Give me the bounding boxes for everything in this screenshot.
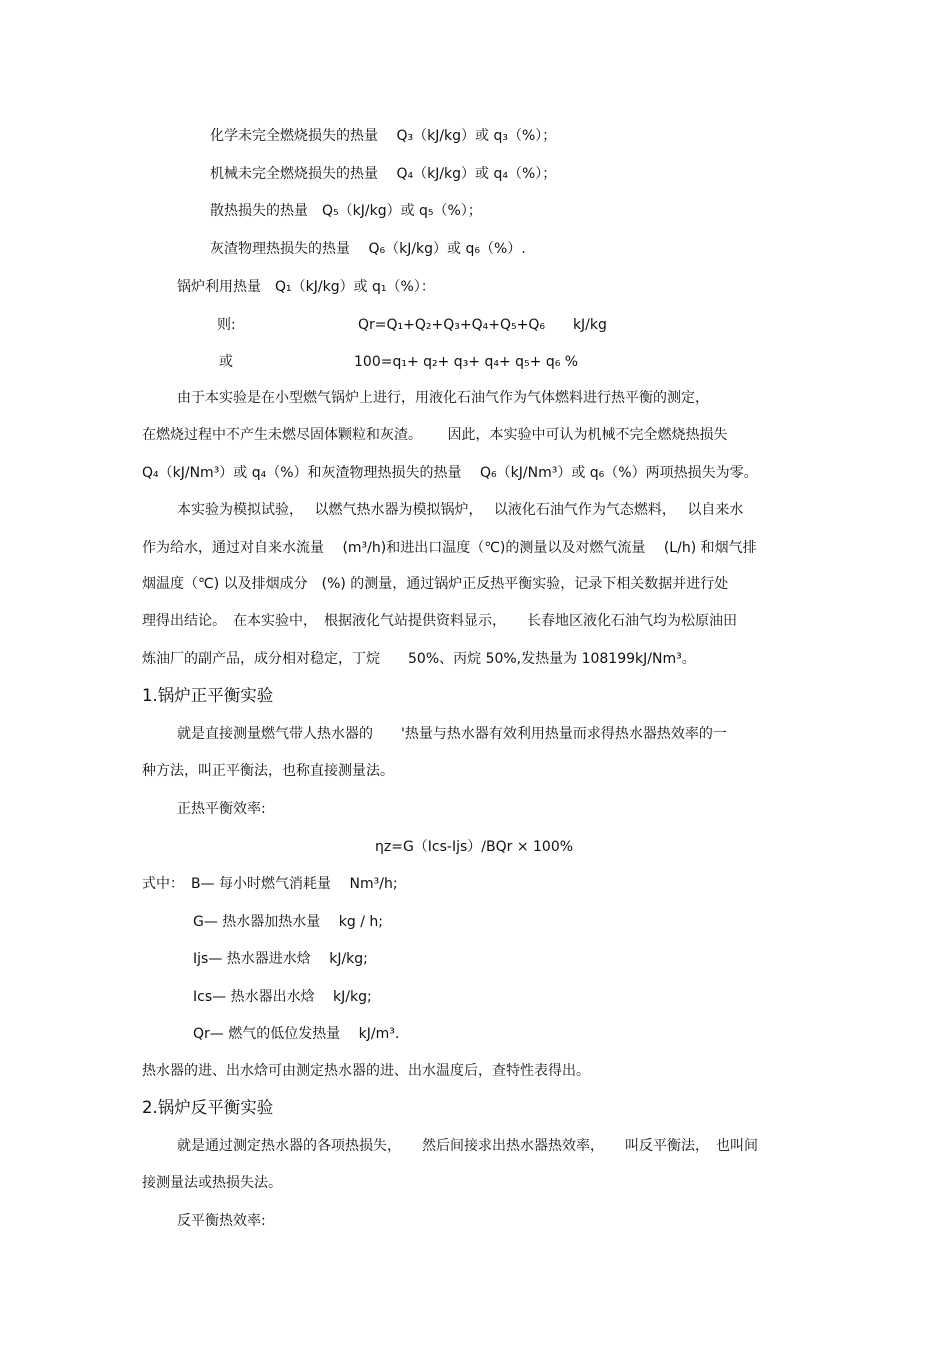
text-line: 锅炉利用热量 Q₁（kJ/kg）或 q₁（%）： (177, 279, 435, 295)
text-line: 接测量法或热损失法。 (142, 1175, 282, 1191)
formula-sum-percent: 100=q₁+ q₂+ q₃+ q₄+ q₅+ q₆ % (354, 354, 579, 370)
text-line: 式中： B— 每小时燃气消耗量 Nm³/h; (142, 876, 398, 892)
text-line: 作为给水，通过对自来水流量 (m³/h)和进出口温度（℃)的测量以及对燃气流量 (L/h) 和烟气排 (142, 540, 757, 556)
text-line: Ics— 热水器出水焓 kJ/kg; (193, 989, 372, 1005)
text-line: 散热损失的热量 Q₅（kJ/kg）或 q₅（%）； (210, 203, 482, 219)
text-line: 理得出结论。 在本实验中， 根据液化气站提供资料显示， 长春地区液化石油气均为松原油田 (142, 613, 737, 629)
formula-efficiency: ηz=G（Ics-Ijs）/BQr × 100% (375, 839, 574, 855)
text-line: 炼油厂的副产品，成分相对稳定，丁烷 50%、丙烷 50%,发热量为 108199kJ/Nm³。 (142, 651, 696, 667)
text-line: 就是通过测定热水器的各项热损失， 然后间接求出热水器热效率， 叫反平衡法， 也叫间 (177, 1138, 758, 1154)
text-line: Ijs— 热水器进水焓 kJ/kg; (193, 951, 368, 967)
text-line: 本实验为模拟试验， 以燃气热水器为模拟锅炉， 以液化石油气作为气态燃料， 以自来水 (177, 502, 744, 518)
text-line: 就是直接测量燃气带人热水器的 '热量与热水器有效利用热量而求得热水器热效率的一 (177, 726, 727, 742)
text-line: Qr— 燃气的低位发热量 kJ/m³. (193, 1026, 400, 1042)
text-line: 热水器的进、出水焓可由测定热水器的进、出水温度后，查特性表得出。 (142, 1063, 590, 1079)
text-line: 或 (219, 354, 233, 370)
text-line: 则: (217, 317, 236, 333)
section-heading: 2.锅炉反平衡实验 (142, 1098, 274, 1117)
text-line: 灰渣物理热损失的热量 Q₆（kJ/kg）或 q₆（%）. (210, 241, 526, 257)
text-line: 正热平衡效率: (177, 801, 266, 817)
text-line: 机械未完全燃烧损失的热量 Q₄（kJ/kg）或 q₄（%）； (210, 166, 557, 182)
text-line: 化学未完全燃烧损失的热量 Q₃（kJ/kg）或 q₃（%）； (210, 128, 557, 144)
text-line: 烟温度（℃) 以及排烟成分 (%) 的测量，通过锅炉正反热平衡实验，记录下相关数据并进行处 (142, 576, 729, 592)
text-line: 由于本实验是在小型燃气锅炉上进行，用液化石油气作为气体燃料进行热平衡的测定， (177, 390, 709, 406)
text-line: 反平衡热效率: (177, 1213, 266, 1229)
section-heading: 1.锅炉正平衡实验 (142, 686, 274, 705)
formula-sum-heat: Qr=Q₁+Q₂+Q₃+Q₄+Q₅+Q₆ kJ/kg (358, 317, 607, 333)
text-line: 在燃烧过程中不产生未燃尽固体颗粒和灰渣。 因此，本实验中可认为机械不完全燃烧热损失 (142, 427, 728, 443)
text-line: 种方法，叫正平衡法，也称直接测量法。 (142, 763, 394, 779)
text-line: Q₄（kJ/Nm³）或 q₄（%）和灰渣物理热损失的热量 Q₆（kJ/Nm³）或 q₆（%）两项热损失为零。 (142, 465, 758, 481)
text-line: G— 热水器加热水量 kg / h; (193, 914, 383, 930)
